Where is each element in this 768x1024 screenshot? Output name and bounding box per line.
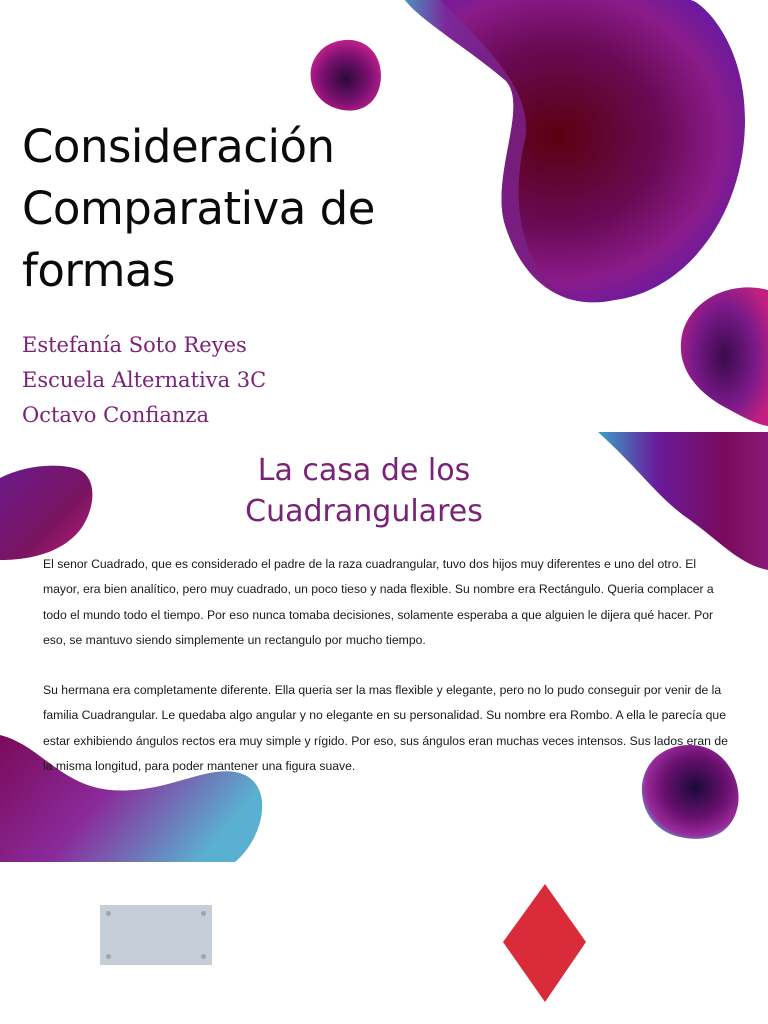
author-block: [22, 328, 422, 433]
corner-dot: [106, 911, 111, 916]
school-name: Escuela Alternativa 3C: [22, 368, 267, 392]
corner-dot: [201, 911, 206, 916]
author-name: Estefanía Soto Reyes: [22, 333, 247, 357]
rectangle-shape: [100, 905, 212, 965]
blob-right-band: [598, 432, 768, 570]
blob-right-middle: [681, 287, 768, 426]
group-name: Octavo Confianza: [22, 403, 209, 427]
paragraph-rombo: Su hermana era completamente diferente. Ella queria ser la mas flexible y elegante, pero no lo pudo conseguir por venir de la familia Cuadrangular. Le quedaba algo angular y no elegante en su personalidad. Su nombre era Rombo. A ella le parecía que estar exhibiendo ángulos rectos era muy simple y rígido. Por eso, sus ángulos eran muchas veces intensos. Sus lados eran de la misma longitud, para poder mantener una figura suave.: [43, 683, 728, 774]
rhombus-shape: [500, 882, 590, 1004]
section-title: La casa de los Cuadrangulares: [245, 453, 483, 529]
document-title: Consideración Comparativa de formas: [22, 120, 375, 297]
story-text: [43, 552, 733, 804]
corner-dot: [201, 954, 206, 959]
corner-dot: [106, 954, 111, 959]
paragraph-rectangulo: El senor Cuadrado, que es considerado el padre de la raza cuadrangular, tuvo dos hijos muy diferentes e uno del otro. El mayor, era bien analítico, pero muy cuadrado, un poco tieso y nada flexible. Su nombre era Rectángulo. Queria complacer a todo el mundo todo el tiempo. Por eso nunca tomaba decisiones, solamente esperaba a que alguien le dijera qué hacer. Por eso, se mantuvo siendo simplemente un rectangulo por mucho tiempo.: [43, 557, 714, 647]
rhombus-fill: [503, 884, 586, 1002]
blob-small-top: [311, 40, 381, 111]
blob-left-middle: [0, 466, 92, 560]
